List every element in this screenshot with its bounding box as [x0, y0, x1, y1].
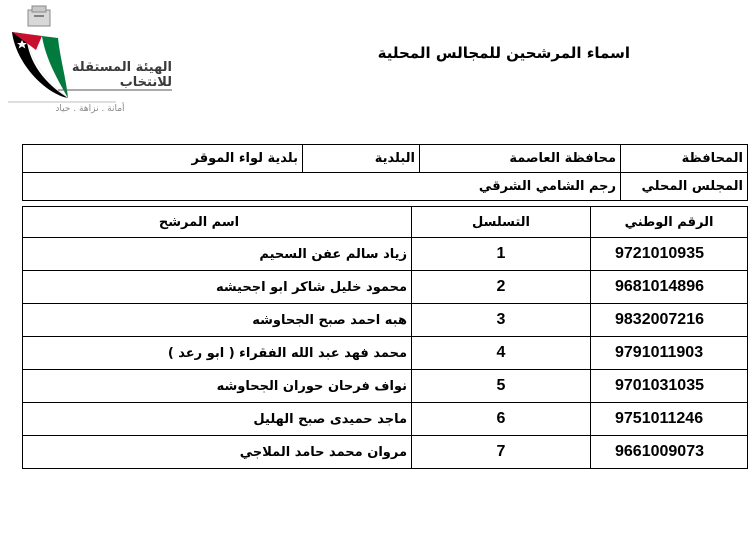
municipality-value: بلدية لواء الموقر [23, 145, 303, 173]
national-id-cell: 9721010935 [591, 238, 748, 271]
table-row [23, 436, 748, 469]
candidate-name-cell: هبه احمد صبح الجحاوشه [23, 304, 412, 337]
table-row [23, 271, 748, 304]
table-row [23, 403, 748, 436]
sequence-cell: 5 [412, 370, 591, 403]
header-sequence: التسلسل [412, 207, 591, 238]
candidates-table [22, 206, 748, 469]
sequence-cell: 4 [412, 337, 591, 370]
national-id-cell: 9791011903 [591, 337, 748, 370]
national-id-cell: 9832007216 [591, 304, 748, 337]
info-row-council [23, 173, 748, 201]
org-name [44, 60, 172, 90]
municipality-label: البلدية [303, 145, 420, 173]
org-motto: أمانة . نزاهة . حياد [55, 104, 125, 114]
governorate-value: محافظة العاصمة [420, 145, 621, 173]
info-table [22, 144, 748, 201]
ballot-box-icon [28, 6, 50, 26]
sequence-cell: 1 [412, 238, 591, 271]
national-id-cell: 9701031035 [591, 370, 748, 403]
header-national-id: الرقم الوطني [591, 207, 748, 238]
national-id-cell: 9681014896 [591, 271, 748, 304]
candidate-name-cell: ماجد حميدى صبح الهليل [23, 403, 412, 436]
table-row [23, 337, 748, 370]
sequence-cell: 7 [412, 436, 591, 469]
table-header-row [23, 207, 748, 238]
sequence-cell: 2 [412, 271, 591, 304]
sequence-cell: 6 [412, 403, 591, 436]
candidate-name-cell: محمود خليل شاكر ابو اجحيشه [23, 271, 412, 304]
info-row-governorate [23, 145, 748, 173]
national-id-cell: 9661009073 [591, 436, 748, 469]
national-id-cell: 9751011246 [591, 403, 748, 436]
table-row [23, 370, 748, 403]
sequence-cell: 3 [412, 304, 591, 337]
org-name-line2: للانتخاب [119, 75, 172, 90]
candidate-name-cell: زياد سالم عفن السحيم [23, 238, 412, 271]
candidate-name-cell: مروان محمد حامد الملاجي [23, 436, 412, 469]
header-candidate-name: اسم المرشح [23, 207, 412, 238]
candidate-name-cell: محمد فهد عبد الله الفقراء ( ابو رعد ) [23, 337, 412, 370]
page-title: اسماء المرشحين للمجالس المحلية [377, 44, 630, 62]
table-row [23, 304, 748, 337]
candidate-name-cell: نواف فرحان حوران الجحاوشه [23, 370, 412, 403]
council-label: المجلس المحلي [621, 173, 748, 201]
org-name-line1: الهيئة المستقلة [71, 60, 172, 75]
governorate-label: المحافظة [621, 145, 748, 173]
table-row [23, 238, 748, 271]
council-value: رجم الشامي الشرقي [23, 173, 621, 201]
